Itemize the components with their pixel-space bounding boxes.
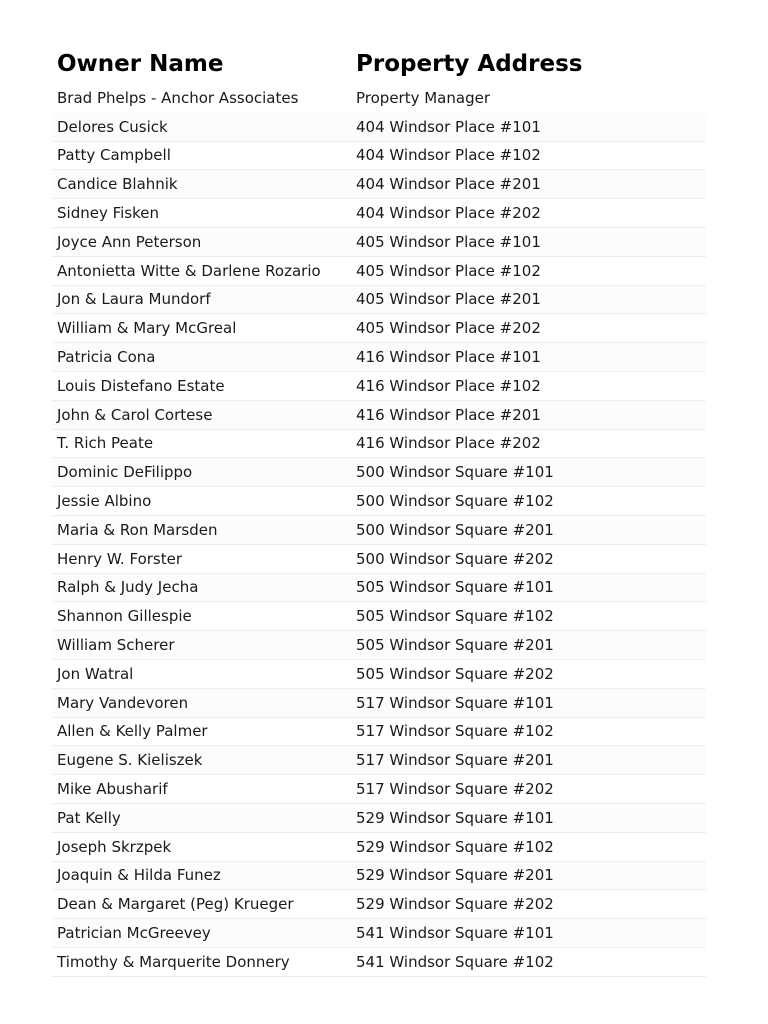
owner-name-cell: William Scherer bbox=[57, 636, 175, 655]
owner-name-cell: Candice Blahnik bbox=[57, 175, 178, 194]
table-row bbox=[52, 84, 706, 113]
owner-name-cell: Timothy & Marquerite Donnery bbox=[57, 952, 290, 971]
owner-table bbox=[52, 44, 706, 977]
table-row bbox=[52, 142, 706, 171]
table-row bbox=[52, 631, 706, 660]
property-address-cell: 529 Windsor Square #202 bbox=[356, 895, 554, 914]
owner-name-cell: Mike Abusharif bbox=[57, 780, 168, 799]
property-address-cell: 405 Windsor Place #102 bbox=[356, 261, 541, 280]
property-address-cell: 405 Windsor Place #201 bbox=[356, 290, 541, 309]
table-row bbox=[52, 804, 706, 833]
table-row bbox=[52, 314, 706, 343]
table-row bbox=[52, 775, 706, 804]
owner-name-cell: Jon & Laura Mundorf bbox=[57, 290, 211, 309]
table-row bbox=[52, 948, 706, 977]
property-address-cell: 517 Windsor Square #202 bbox=[356, 780, 554, 799]
property-address-cell: 416 Windsor Place #101 bbox=[356, 348, 541, 367]
owner-name-cell: Joaquin & Hilda Funez bbox=[57, 866, 221, 885]
property-address-header: Property Address bbox=[356, 51, 583, 77]
owner-name-cell: T. Rich Peate bbox=[57, 434, 154, 453]
table-row bbox=[52, 199, 706, 228]
owner-name-cell: Eugene S. Kieliszek bbox=[57, 751, 203, 770]
table-row bbox=[52, 862, 706, 891]
owner-name-cell: Louis Distefano Estate bbox=[57, 376, 225, 395]
owner-name-cell: Jessie Albino bbox=[57, 492, 152, 511]
owner-name-cell: Henry W. Forster bbox=[57, 549, 183, 568]
table-row bbox=[52, 458, 706, 487]
property-address-cell: 405 Windsor Place #101 bbox=[356, 232, 541, 251]
property-address-cell: 541 Windsor Square #101 bbox=[356, 924, 554, 942]
owner-name-cell: Patrician McGreevey bbox=[57, 924, 211, 942]
owner-name-cell: John & Carol Cortese bbox=[57, 405, 213, 424]
property-address-cell: 505 Windsor Square #201 bbox=[356, 636, 554, 655]
table-row bbox=[52, 170, 706, 199]
table-row bbox=[52, 401, 706, 430]
property-address-cell: 505 Windsor Square #101 bbox=[356, 578, 554, 597]
table-row bbox=[52, 574, 706, 603]
table-row bbox=[52, 113, 706, 142]
owner-name-cell: Joseph Skrzpek bbox=[57, 837, 172, 856]
property-address-cell: 541 Windsor Square #102 bbox=[356, 952, 554, 971]
property-address-cell: 505 Windsor Square #102 bbox=[356, 607, 554, 626]
property-address-cell: 404 Windsor Place #102 bbox=[356, 146, 541, 165]
owner-name-cell: Delores Cusick bbox=[57, 117, 168, 136]
table-row bbox=[52, 660, 706, 689]
table-row bbox=[52, 343, 706, 372]
table-row bbox=[52, 890, 706, 919]
table-row bbox=[52, 833, 706, 862]
property-address-cell: 404 Windsor Place #201 bbox=[356, 175, 541, 194]
owner-name-cell: Allen & Kelly Palmer bbox=[57, 722, 208, 741]
table-row bbox=[52, 228, 706, 257]
owner-name-cell: Patricia Cona bbox=[57, 348, 156, 367]
owner-name-header: Owner Name bbox=[57, 51, 224, 77]
property-address-cell: 500 Windsor Square #101 bbox=[356, 463, 554, 482]
table-row bbox=[52, 286, 706, 315]
table-row bbox=[52, 718, 706, 747]
property-address-cell: 404 Windsor Place #202 bbox=[356, 204, 541, 223]
property-address-cell: 416 Windsor Place #202 bbox=[356, 434, 541, 453]
owner-name-cell: Maria & Ron Marsden bbox=[57, 520, 218, 539]
owner-name-cell: Mary Vandevoren bbox=[57, 693, 189, 712]
property-address-cell: 517 Windsor Square #201 bbox=[356, 751, 554, 770]
owner-name-cell: Brad Phelps - Anchor Associates bbox=[57, 89, 299, 108]
property-address-cell: 500 Windsor Square #202 bbox=[356, 549, 554, 568]
property-address-cell: 500 Windsor Square #102 bbox=[356, 492, 554, 511]
owner-name-cell: Shannon Gillespie bbox=[57, 607, 192, 626]
table-row bbox=[52, 430, 706, 459]
property-address-cell: 529 Windsor Square #101 bbox=[356, 808, 554, 827]
table-row bbox=[52, 602, 706, 631]
property-address-cell: 529 Windsor Square #102 bbox=[356, 837, 554, 856]
table-row bbox=[52, 372, 706, 401]
property-address-cell: 517 Windsor Square #102 bbox=[356, 722, 554, 741]
owner-name-cell: Dominic DeFilippo bbox=[57, 463, 193, 482]
property-address-cell: 529 Windsor Square #201 bbox=[356, 866, 554, 885]
property-address-cell: 517 Windsor Square #101 bbox=[356, 693, 554, 712]
table-row bbox=[52, 487, 706, 516]
table-header bbox=[52, 44, 706, 84]
property-address-cell: Property Manager bbox=[356, 89, 490, 108]
table-row bbox=[52, 919, 706, 948]
table-row bbox=[52, 545, 706, 574]
owner-name-cell: Pat Kelly bbox=[57, 808, 121, 827]
owner-name-cell: William & Mary McGreal bbox=[57, 319, 237, 338]
table-row bbox=[52, 689, 706, 718]
property-address-cell: 416 Windsor Place #201 bbox=[356, 405, 541, 424]
table-row bbox=[52, 746, 706, 775]
property-address-cell: 500 Windsor Square #201 bbox=[356, 520, 554, 539]
owner-name-cell: Jon Watral bbox=[57, 664, 134, 683]
owner-name-cell: Ralph & Judy Jecha bbox=[57, 578, 199, 597]
table-row bbox=[52, 516, 706, 545]
property-address-cell: 416 Windsor Place #102 bbox=[356, 376, 541, 395]
owner-name-cell: Dean & Margaret (Peg) Krueger bbox=[57, 895, 294, 914]
owner-name-cell: Patty Campbell bbox=[57, 146, 171, 165]
table-row bbox=[52, 257, 706, 286]
owner-name-cell: Joyce Ann Peterson bbox=[57, 232, 202, 251]
property-address-cell: 405 Windsor Place #202 bbox=[356, 319, 541, 338]
property-address-cell: 505 Windsor Square #202 bbox=[356, 664, 554, 683]
table-body bbox=[52, 84, 706, 977]
owner-name-cell: Antonietta Witte & Darlene Rozario bbox=[57, 261, 321, 280]
owner-name-cell: Sidney Fisken bbox=[57, 204, 159, 223]
property-address-cell: 404 Windsor Place #101 bbox=[356, 117, 541, 136]
